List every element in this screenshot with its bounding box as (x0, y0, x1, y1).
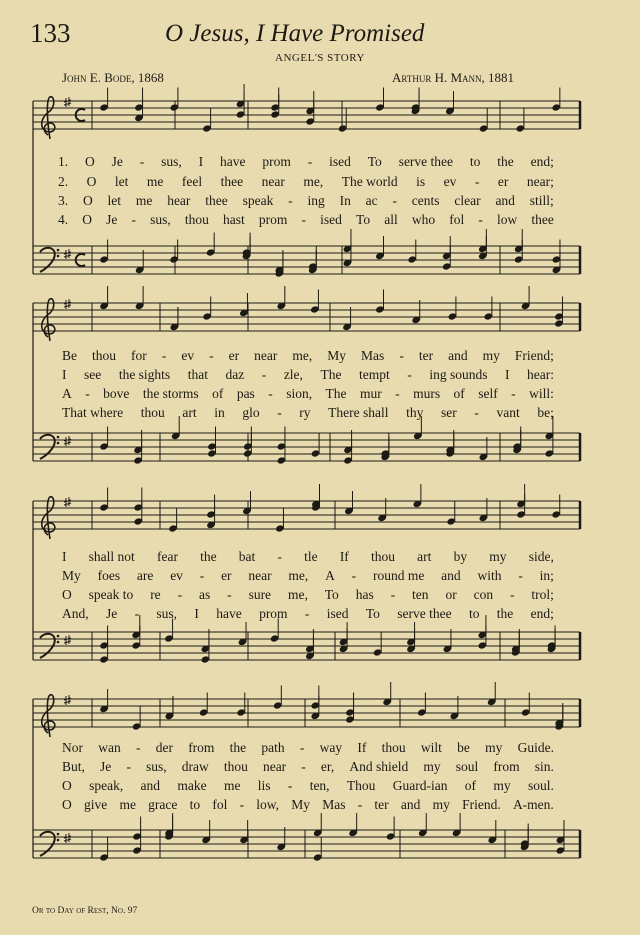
treble-clef-icon (42, 97, 55, 139)
treble-clef-icon (42, 497, 55, 539)
lyric-syllable: bove (103, 386, 130, 401)
lyric-syllable: from (493, 759, 520, 774)
lyric-syllable: O (85, 154, 95, 169)
lyric-syllable: tle (304, 549, 318, 564)
key-signature-sharp-icon (64, 249, 71, 259)
lyric-line (62, 367, 554, 383)
lyric-syllable: to (469, 154, 481, 169)
lyric-syllable: I (194, 606, 199, 621)
lyric-syllable: - (134, 606, 140, 621)
lyric-syllable: the (229, 740, 247, 755)
lyric-line (62, 759, 554, 775)
lyric-syllable: wilt (420, 740, 442, 755)
lyric-syllable: daz (225, 367, 245, 382)
lyric-syllable: for (131, 348, 147, 363)
lyric-syllable: and (441, 568, 461, 583)
treble-clef-icon (42, 695, 55, 737)
composer-credit: Arthur H. Mann, 1881 (392, 70, 515, 85)
lyric-syllable: - (518, 568, 523, 583)
lyric-syllable: thou (370, 549, 395, 564)
lyric-syllable: - (161, 348, 167, 363)
lyric-syllable: But, (62, 759, 85, 774)
lyric-syllable: - (277, 549, 282, 564)
lyric-syllable: still; (529, 193, 554, 208)
lyric-syllable: near; (526, 174, 554, 189)
lyric-syllable: der (155, 740, 173, 755)
lyric-syllable: me, (287, 587, 308, 602)
lyric-syllable: and (400, 797, 421, 812)
lyric-line (58, 212, 554, 228)
lyric-syllable: sus, (145, 759, 167, 774)
lyric-line (58, 193, 554, 209)
lyric-syllable: me, (292, 348, 313, 363)
lyric-syllable: To (365, 606, 380, 621)
lyric-syllable: ry (299, 405, 311, 420)
bass-clef-dot (57, 436, 60, 439)
lyric-syllable: - (268, 386, 273, 401)
lyric-syllable: grace (148, 797, 178, 812)
lyric-syllable: fol (449, 212, 465, 227)
lyric-syllable: that (187, 367, 208, 382)
lyric-syllable: low, (256, 797, 280, 812)
lyric-syllable: thou (223, 759, 248, 774)
lyric-syllable: O (86, 174, 97, 189)
lyric-syllable: to (468, 606, 480, 621)
lyric-syllable: A-men. (512, 797, 554, 812)
lyric-syllable: Guide. (517, 740, 554, 755)
lyric-syllable: Je (105, 606, 118, 621)
lyric-syllable: O (62, 587, 72, 602)
key-signature-sharp-icon (64, 299, 71, 309)
lyric-syllable: near (261, 174, 285, 189)
lyric-syllable: 4. (58, 212, 69, 227)
author-credit: John E. Bode, 1868 (62, 70, 164, 85)
lyric-syllable: ised (329, 154, 351, 169)
lyric-syllable: in; (539, 568, 554, 583)
lyric-syllable: self (478, 386, 498, 401)
lyric-syllable: has (355, 587, 374, 602)
footer-note: Or to Day of Rest, No. 97 (32, 906, 138, 916)
lyric-line (62, 778, 554, 794)
lyric-syllable: my (482, 348, 500, 363)
lyric-syllable: to (189, 797, 201, 812)
lyric-syllable: soul (455, 759, 479, 774)
lyric-syllable: - (407, 367, 412, 382)
lyric-syllable: sure (248, 587, 272, 602)
lyric-syllable: A (325, 568, 335, 583)
lyric-syllable: from (188, 740, 215, 755)
lyric-syllable: ing sounds (429, 367, 488, 382)
lyric-line (58, 154, 554, 170)
lyric-syllable: And shield (349, 759, 409, 774)
hymn-title: O Jesus, I Have Promised (165, 20, 425, 47)
lyric-syllable: ev (170, 568, 183, 583)
lyric-syllable: thee (220, 174, 244, 189)
lyric-syllable: as (199, 587, 211, 602)
lyric-syllable: I (198, 154, 204, 169)
lyric-syllable: by (453, 549, 468, 564)
lyric-syllable: O (62, 797, 72, 812)
lyric-syllable: I (62, 549, 67, 564)
key-signature-sharp-icon (64, 635, 71, 645)
lyric-syllable: Mas (361, 348, 385, 363)
bass-clef-dot (57, 641, 60, 644)
key-signature-sharp-icon (64, 695, 71, 705)
tune-name: ANGEL'S STORY (275, 52, 365, 64)
lyric-syllable: - (139, 154, 145, 169)
lyric-syllable: and (448, 348, 468, 363)
lyric-syllable: with (477, 568, 502, 583)
lyric-syllable: - (288, 193, 293, 208)
lyric-syllable: me, (303, 174, 324, 189)
key-signature-sharp-icon (64, 436, 71, 446)
lyric-syllable: - (474, 174, 480, 189)
lyric-syllable: ac (365, 193, 378, 208)
lyric-syllable: round me (372, 568, 425, 583)
lyric-syllable: me (135, 193, 153, 208)
lyric-syllable: er (497, 174, 509, 189)
lyric-syllable: my (493, 778, 511, 793)
lyric-syllable: - (261, 367, 267, 382)
lyric-syllable: let (107, 193, 122, 208)
lyric-syllable: prom (258, 212, 288, 227)
lyric-syllable: my (423, 759, 441, 774)
lyric-syllable: sus, (156, 606, 178, 621)
lyric-line (62, 568, 554, 584)
lyric-syllable: near (254, 348, 278, 363)
lyric-syllable: are (136, 568, 154, 583)
lyric-line (62, 606, 554, 622)
lyric-syllable: path (261, 740, 285, 755)
lyric-syllable: ter (418, 348, 434, 363)
lyric-syllable: er (221, 568, 232, 583)
lyric-syllable: That where (62, 405, 124, 420)
lyric-syllable: tempt (359, 367, 390, 382)
lyric-syllable: ev (181, 348, 195, 363)
lyric-syllable: the sights (118, 367, 171, 382)
lyric-syllable: the storms (142, 386, 199, 401)
lyric-syllable: thou (381, 740, 406, 755)
lyric-syllable: - (239, 797, 245, 812)
lyric-syllable: 3. (58, 193, 69, 208)
lyric-syllable: - (299, 740, 305, 755)
lyric-line (62, 797, 554, 813)
lyric-syllable: ten, (309, 778, 330, 793)
lyric-syllable: - (131, 212, 136, 227)
lyric-syllable: thou (184, 212, 209, 227)
lyric-syllable: fol (212, 797, 228, 812)
lyric-syllable: end; (530, 154, 554, 169)
lyric-syllable: give (83, 797, 108, 812)
lyric-syllable: - (209, 348, 214, 363)
lyric-syllable: - (301, 212, 307, 227)
lyric-syllable: If (357, 740, 367, 755)
lyric-syllable: sion, (286, 386, 313, 401)
lyric-syllable: - (85, 386, 90, 401)
lyric-syllable: thou (140, 405, 165, 420)
lyric-syllable: soul. (527, 778, 554, 793)
lyric-syllable: see (84, 367, 102, 382)
lyric-syllable: ser (441, 405, 457, 420)
lyric-syllable: I (62, 367, 67, 382)
lyric-syllable: or (445, 587, 457, 602)
bass-clef-dot (57, 839, 60, 842)
lyric-syllable: - (351, 568, 357, 583)
lyric-syllable: I (504, 367, 510, 382)
treble-clef-icon (42, 299, 55, 341)
bass-clef-dot (57, 635, 60, 638)
lyric-syllable: serve thee (398, 154, 454, 169)
lyric-syllable: clear (454, 193, 481, 208)
lyric-syllable: art (417, 549, 432, 564)
lyric-syllable: My (291, 797, 311, 812)
lyric-syllable: who (411, 212, 436, 227)
bass-clef-dot (57, 833, 60, 836)
lyric-syllable: - (390, 587, 396, 602)
lyric-syllable: me (146, 174, 164, 189)
lyric-syllable: - (510, 587, 515, 602)
lyric-syllable: - (399, 348, 404, 363)
lyric-syllable: Je (100, 759, 112, 774)
lyric-syllable: murs (413, 386, 441, 401)
lyric-syllable: the (200, 549, 217, 564)
lyric-syllable: near (248, 568, 272, 583)
lyric-syllable: me, (288, 568, 309, 583)
lyric-syllable: Friend. (462, 797, 501, 812)
lyric-syllable: thee (531, 212, 554, 227)
lyric-syllable: mur (359, 386, 382, 401)
lyric-syllable: - (478, 212, 483, 227)
lyric-syllable: - (301, 759, 306, 774)
lyric-syllable: be; (537, 405, 554, 420)
key-signature-sharp-icon (64, 97, 71, 107)
lyric-syllable: hear (167, 193, 191, 208)
lyric-syllable: the (496, 606, 514, 621)
lyric-syllable: me (223, 778, 241, 793)
lyric-syllable: of (464, 778, 477, 793)
lyric-syllable: my (489, 549, 507, 564)
lyric-syllable: is (416, 174, 426, 189)
lyric-syllable: near (262, 759, 287, 774)
lyric-syllable: The (320, 367, 342, 382)
lyric-syllable: The (325, 386, 347, 401)
lyric-syllable: vant (496, 405, 520, 420)
lyric-syllable: prom (259, 606, 288, 621)
lyric-syllable: and (495, 193, 515, 208)
lyric-syllable: lis (257, 778, 271, 793)
lyric-syllable: 2. (58, 174, 69, 189)
lyric-syllable: be (457, 740, 470, 755)
lyric-syllable: To (367, 154, 382, 169)
lyric-syllable: O (62, 778, 72, 793)
bass-clef-dot (57, 249, 60, 252)
lyric-syllable: 1. (58, 154, 69, 169)
lyric-syllable: sin. (534, 759, 554, 774)
lyric-line (62, 405, 554, 421)
lyric-syllable: Guard-ian (392, 778, 448, 793)
bass-clef-dot (57, 442, 60, 445)
lyric-syllable: let (114, 174, 129, 189)
lyric-syllable: serve thee (397, 606, 452, 621)
lyric-syllable: fear (156, 549, 178, 564)
lyric-syllable: me (119, 797, 136, 812)
lyric-syllable: To (356, 212, 371, 227)
lyric-syllable: Nor (62, 740, 83, 755)
lyric-syllable: and (140, 778, 161, 793)
lyric-line (62, 348, 554, 364)
lyric-syllable: all (384, 212, 398, 227)
bass-clef-dot (57, 255, 60, 258)
lyric-syllable: Je (106, 212, 118, 227)
lyric-syllable: the (497, 154, 514, 169)
lyric-syllable: hear: (527, 367, 554, 382)
lyric-syllable: If (339, 549, 349, 564)
lyric-syllable: trol; (531, 587, 554, 602)
lyric-syllable: er (228, 348, 240, 363)
lyric-syllable: A (62, 386, 72, 401)
lyric-syllable: thou (92, 348, 117, 363)
lyric-syllable: cents (411, 193, 440, 208)
lyric-syllable: To (324, 587, 339, 602)
lyric-syllable: ev (443, 174, 457, 189)
lyric-syllable: bat (238, 549, 256, 564)
lyric-syllable: end; (530, 606, 554, 621)
lyric-syllable: There shall (328, 405, 389, 420)
lyric-syllable: sus, (150, 212, 171, 227)
lyric-syllable: zle, (283, 367, 303, 382)
lyric-syllable: have (216, 606, 242, 621)
lyric-syllable: ten (412, 587, 429, 602)
lyric-syllable: - (177, 587, 183, 602)
lyric-syllable: have (220, 154, 246, 169)
lyric-syllable: thee (205, 193, 228, 208)
lyric-syllable: - (357, 797, 363, 812)
lyric-syllable: - (277, 405, 282, 420)
lyric-syllable: - (287, 778, 293, 793)
lyric-syllable: prom (262, 154, 291, 169)
lyric-syllable: way (319, 740, 343, 755)
lyric-syllable: of (453, 386, 465, 401)
lyric-syllable: low (496, 212, 518, 227)
lyric-syllable: - (307, 154, 313, 169)
lyric-syllable: The world (341, 174, 398, 189)
lyric-syllable: My (62, 568, 81, 583)
lyric-syllable: - (126, 759, 131, 774)
lyric-line (58, 174, 554, 190)
lyric-syllable: glo (242, 405, 260, 420)
lyric-syllable: hast (223, 212, 245, 227)
lyric-syllable: - (199, 568, 205, 583)
lyric-line (62, 587, 554, 603)
lyric-syllable: foes (97, 568, 121, 583)
hymn-number: 133 (30, 18, 71, 48)
lyric-line (62, 386, 554, 402)
lyric-syllable: O (82, 193, 93, 208)
lyric-syllable: - (511, 386, 516, 401)
lyric-syllable: con (473, 587, 494, 602)
lyric-syllable: make (177, 778, 207, 793)
lyric-syllable: Thou (346, 778, 376, 793)
lyric-syllable: O (82, 212, 92, 227)
lyric-line (62, 549, 554, 565)
lyric-syllable: side, (528, 549, 554, 564)
lyric-syllable: my (432, 797, 450, 812)
lyric-syllable: - (304, 606, 310, 621)
lyric-syllable: speak (242, 193, 274, 208)
lyric-syllable: - (227, 587, 232, 602)
lyric-syllable: ing (307, 193, 325, 208)
lyric-syllable: speak to (88, 587, 134, 602)
lyric-syllable: Je (111, 154, 123, 169)
key-signature-sharp-icon (64, 833, 71, 843)
lyric-syllable: - (135, 740, 141, 755)
lyric-syllable: ised (320, 212, 342, 227)
lyric-syllable: ised (326, 606, 349, 621)
lyric-syllable: wan (98, 740, 121, 755)
lyric-syllable: - (474, 405, 479, 420)
lyric-syllable: sus, (161, 154, 182, 169)
lyric-syllable: my (485, 740, 503, 755)
lyric-syllable: My (327, 348, 347, 363)
lyric-syllable: In (339, 193, 351, 208)
lyric-syllable: - (392, 193, 397, 208)
lyric-syllable: of (212, 386, 224, 401)
lyric-syllable: Be (62, 348, 77, 363)
lyric-syllable: shall not (88, 549, 135, 564)
lyric-syllable: pas (236, 386, 255, 401)
lyric-line (62, 740, 554, 756)
lyric-syllable: thy (406, 405, 424, 420)
lyric-syllable: in (214, 405, 225, 420)
lyric-syllable: re (150, 587, 161, 602)
key-signature-sharp-icon (64, 497, 71, 507)
lyric-syllable: - (395, 386, 400, 401)
lyric-syllable: draw (181, 759, 209, 774)
lyric-syllable: art (182, 405, 197, 420)
lyric-syllable: And, (62, 606, 89, 621)
lyric-syllable: feel (181, 174, 203, 189)
lyric-syllable: Mas (322, 797, 346, 812)
lyric-syllable: Friend; (514, 348, 554, 363)
lyric-syllable: will: (529, 386, 554, 401)
lyric-syllable: er, (320, 759, 335, 774)
lyric-syllable: ter (374, 797, 389, 812)
lyric-syllable: speak, (89, 778, 124, 793)
